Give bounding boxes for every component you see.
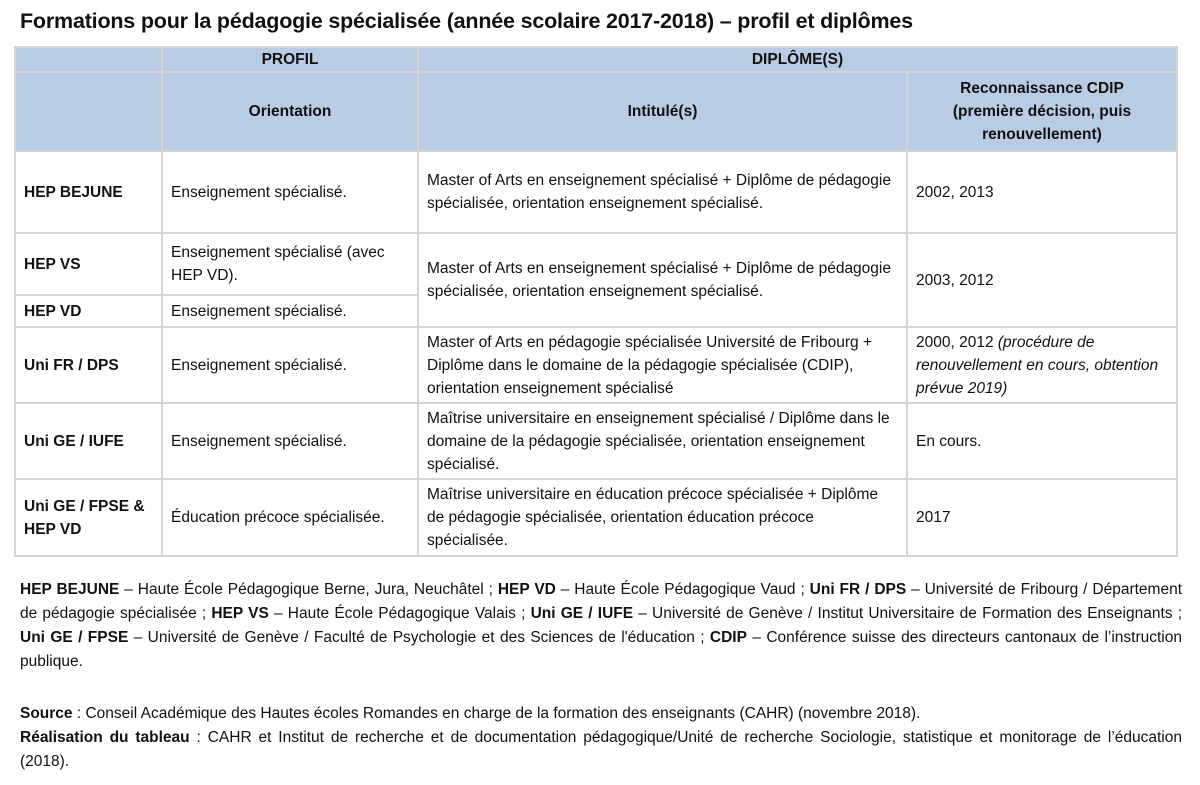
- reconnaissance-cell: En cours.: [907, 403, 1177, 479]
- legend-text: – Université de Genève / Institut Universitaire de Formation des Enseignants ;: [633, 605, 1182, 622]
- document-title: Formations pour la pédagogie spécialisée (année scolaire 2017-2018) – profil et diplômes: [20, 9, 913, 33]
- reconnaissance-value: 2000, 2012: [916, 333, 994, 351]
- table-row: [15, 233, 1177, 295]
- reconnaissance-cell: 2003, 2012: [907, 233, 1177, 327]
- intitule-cell: Maîtrise universitaire en éducation précoce spécialisée + Diplôme de pédagogie spécialisée, orientation éducation précoce spécialisée.: [418, 479, 907, 556]
- realisation-text: : CAHR et Institut de recherche et de documentation pédagogique/Unité de recherche Sociologie, statistique et monitorage de l’éducation (2018).: [20, 729, 1182, 770]
- legend-abbr: Uni GE / FPSE: [20, 629, 129, 646]
- reconnaissance-note: (procédure de renouvellement en cours, obtention prévue 2019): [916, 333, 1159, 397]
- legend-text: – Haute École Pédagogique Valais ;: [268, 605, 531, 622]
- legend-text: – Conférence suisse des directeurs cantonaux de l’instruction publique.: [20, 629, 1182, 670]
- group-header-row: [15, 47, 1177, 72]
- orientation-header: Orientation: [162, 72, 418, 151]
- legend-abbr: HEP BEJUNE: [20, 581, 120, 598]
- table-row: [15, 151, 1177, 233]
- realisation-label: Réalisation du tableau: [20, 729, 190, 746]
- abbreviations-legend: [20, 578, 1182, 674]
- table-row: [15, 327, 1177, 403]
- intitule-cell: Master of Arts en enseignement spécialisé + Diplôme de pédagogie spécialisée, orientation enseignement spécialisé.: [418, 151, 907, 233]
- legend-abbr: Uni GE / IUFE: [530, 605, 634, 622]
- realisation-line: [20, 726, 1182, 774]
- orientation-cell: Enseignement spécialisé (avec HEP VD).: [162, 233, 418, 295]
- legend-text: – Université de Genève / Faculté de Psychologie et des Sciences de l'éducation ;: [128, 629, 710, 646]
- table-row: [15, 479, 1177, 556]
- intitule-cell: Maîtrise universitaire en enseignement spécialisé / Diplôme dans le domaine de la pédagogie spécialisée, orientation enseignement spécialisé.: [418, 403, 907, 479]
- diplomes-group-header: DIPLÔME(S): [418, 47, 1177, 72]
- institution-cell: Uni GE / IUFE: [15, 403, 162, 479]
- legend-text: – Haute École Pédagogique Vaud ;: [555, 581, 810, 598]
- profil-group-header: PROFIL: [162, 47, 418, 72]
- institution-cell: HEP VS: [15, 233, 162, 295]
- intitule-cell: Master of Arts en pédagogie spécialisée Université de Fribourg + Diplôme dans le domaine de la pédagogie spécialisée (CDIP), orientation enseignement spécialisé: [418, 327, 907, 403]
- table-row: [15, 403, 1177, 479]
- column-header-row: [15, 72, 1177, 151]
- institution-cell: Uni FR / DPS: [15, 327, 162, 403]
- orientation-cell: Éducation précoce spécialisée.: [162, 479, 418, 556]
- legend-abbr: HEP VS: [211, 605, 269, 622]
- legend-abbr: HEP VD: [497, 581, 556, 598]
- legend-text: – Haute École Pédagogique Berne, Jura, Neuchâtel ;: [119, 581, 498, 598]
- source-note: [20, 702, 1182, 774]
- institution-cell: HEP VD: [15, 295, 162, 327]
- institution-cell: Uni GE / FPSE & HEP VD: [15, 479, 162, 556]
- orientation-cell: Enseignement spécialisé.: [162, 403, 418, 479]
- orientation-cell: Enseignement spécialisé.: [162, 295, 418, 327]
- source-label: Source: [20, 705, 73, 722]
- reconnaissance-cell: 2002, 2013: [907, 151, 1177, 233]
- formations-table: [14, 46, 1178, 557]
- reconnaissance-cell: 2017: [907, 479, 1177, 556]
- orientation-cell: Enseignement spécialisé.: [162, 151, 418, 233]
- orientation-cell: Enseignement spécialisé.: [162, 327, 418, 403]
- source-line: [20, 702, 1182, 726]
- legend-abbr: CDIP: [709, 629, 747, 646]
- intitules-header: Intitulé(s): [418, 72, 907, 151]
- source-text: : Conseil Académique des Hautes écoles Romandes en charge de la formation des enseignants (CAHR) (novembre 2018).: [72, 705, 921, 722]
- reconnaissance-header: Reconnaissance CDIP (première décision, puis renouvellement): [907, 72, 1177, 151]
- empty-header-cell: [15, 72, 162, 151]
- institution-cell: HEP BEJUNE: [15, 151, 162, 233]
- legend-abbr: Uni FR / DPS: [809, 581, 907, 598]
- empty-header-cell: [15, 47, 162, 72]
- reconnaissance-cell: [907, 327, 1177, 403]
- intitule-cell: Master of Arts en enseignement spécialisé + Diplôme de pédagogie spécialisée, orientation enseignement spécialisé.: [418, 233, 907, 327]
- legend-text: – Université de Fribourg / Département de pédagogie spécialisée ;: [20, 581, 1182, 622]
